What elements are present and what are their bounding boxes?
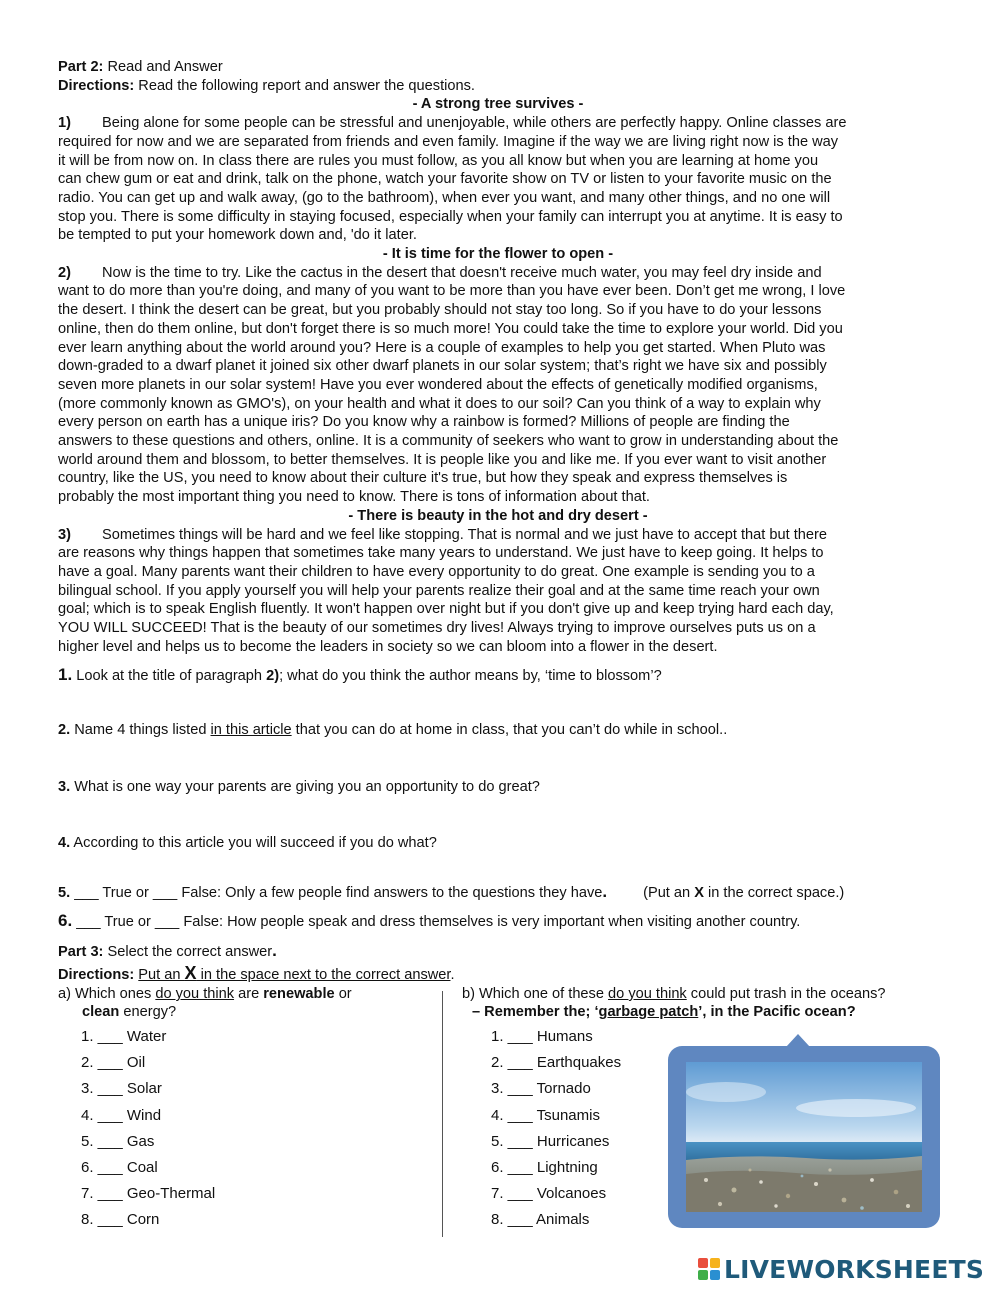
paragraph-line: online, then do them online, but don't forget there is so much more! You could take the time to explore your world. Did you — [58, 320, 843, 337]
section-heading: - It is time for the flower to open - — [382, 246, 614, 263]
section-3 — [58, 507, 938, 657]
paragraph-line: required for now and we are separated from friends and even family. Imagine if the way we are living right now is the way — [58, 133, 839, 150]
reading-section — [58, 58, 938, 657]
column-divider — [442, 991, 443, 1237]
logo-block — [710, 1258, 720, 1268]
question-a-text: a) Which ones do you think are renewable or clean energy? — [58, 986, 352, 1020]
option-a-3[interactable]: 3. ___ Solar — [81, 1080, 162, 1097]
question-5: 5. ___ True or ___ False: Only a few people find answers to the questions they have. (Put an X in the correct space.) — [58, 882, 845, 901]
paragraph-line: have a goal. Many parents want their children to have every opportunity to do great. One example is sending you to a — [58, 563, 815, 580]
paragraph-line: higher level and helps us to become the leaders in society so we can bloom into a flower in the desert. — [58, 638, 718, 655]
logo-blocks-icon — [698, 1258, 720, 1280]
option-a-2[interactable]: 2. ___ Oil — [81, 1054, 146, 1071]
question-b-text: b) Which one of these do you think could put trash in the oceans? – Remember the; ‘garbage patch’, in the Pacific ocean? — [462, 986, 886, 1020]
paragraph-line: be tempted to put your homework down and, 'do it later. — [58, 227, 417, 244]
option-a-7[interactable]: 7. ___ Geo-Thermal — [81, 1185, 216, 1202]
paragraph-line: YOU WILL SUCCEED! That is the beauty of our sometimes dry lives! Always trying to improve ourselves puts us on a — [58, 620, 816, 637]
q5-note: (Put an X in the correct space.) — [643, 885, 845, 901]
section-1 — [58, 95, 938, 245]
option-a-1[interactable]: 1. ___ Water — [81, 1028, 167, 1045]
paragraph-line: the desert. I think the desert can be great, but you probably should not stay too long. So if you have to do your lessons — [58, 302, 822, 319]
question-2: 2. Name 4 things listed in this article that you can do at home in class, that you can’t do while in school.. — [58, 722, 728, 738]
option-b-8[interactable]: 8. ___ Animals — [491, 1211, 590, 1228]
question-6: 6. ___ True or ___ False: How people speak and dress themselves is very important when visiting another country. — [58, 911, 801, 930]
paragraph-line: 1) Being alone for some people can be stressful and unenjoyable, while others are perfectly happy. Online classes are — [58, 115, 847, 132]
paragraph-line: 2) Now is the time to try. Like the cactus in the desert that doesn't receive much water, you may feel dry inside and — [58, 264, 822, 281]
logo-block — [710, 1270, 720, 1280]
question-a — [58, 985, 428, 1021]
paragraph-line: down-graded to a dwarf planet it joined six other dwarf planets in our solar system; that’s right we have six and possibly — [58, 358, 827, 375]
paragraph-line: world around them and blossom, to better themselves. It is people like you and like me. If you ever want to visit another — [58, 451, 827, 468]
option-a-5[interactable]: 5. ___ Gas — [81, 1133, 155, 1150]
option-b-5[interactable]: 5. ___ Hurricanes — [491, 1133, 610, 1150]
option-b-1[interactable]: 1. ___ Humans — [491, 1028, 593, 1045]
question-4: 4. According to this article you will succeed if you do what? — [58, 835, 437, 851]
question-1: 1. Look at the title of paragraph 2); what do you think the author means by, ‘time to blossom’? — [58, 665, 662, 684]
logo-block — [698, 1270, 708, 1280]
option-b-4[interactable]: 4. ___ Tsunamis — [491, 1107, 600, 1124]
option-b-7[interactable]: 7. ___ Volcanoes — [491, 1185, 607, 1202]
garbage-patch-image — [686, 1062, 922, 1212]
part2-directions: Directions: Read the following report and answer the questions. — [58, 77, 475, 94]
ocean-garbage-patch-photo — [686, 1062, 922, 1212]
logo-block — [698, 1258, 708, 1268]
option-a-8[interactable]: 8. ___ Corn — [81, 1211, 160, 1228]
paragraph-line: bilingual school. If you apply yourself you will help your parents realize their goal and at the same time reach your own — [58, 582, 820, 599]
paragraph-line: country, like the US, you need to know about their culture it's true, but how they speak and express themselves is — [58, 470, 788, 487]
option-a-4[interactable]: 4. ___ Wind — [81, 1107, 162, 1124]
section-2 — [58, 245, 938, 507]
option-b-6[interactable]: 6. ___ Lightning — [491, 1159, 598, 1176]
paragraph-line: radio. You can get up and walk away, (go to the bathroom), when ever you want, and many other things, and no one will — [58, 189, 831, 206]
paragraph-line: want to do more than you're doing, and many of you want to be more than you have ever been. Don’t get me wrong, I love — [58, 283, 846, 300]
part3-directions: Directions: Put an X in the space next to the correct answer. — [58, 963, 455, 983]
paragraph-line: seven more planets in our solar system! Have you ever wondered about the effects of genetically modified organisms, — [58, 376, 818, 393]
section-heading: - A strong tree survives - — [412, 96, 584, 113]
question-b — [462, 985, 962, 1021]
paragraph-line: 3) Sometimes things will be hard and we feel like stopping. That is normal and we just have to accept that but there — [58, 526, 827, 543]
paragraph-line: it will be from now on. In class there are rules you must follow, as you all know but when you are learning at home you — [58, 152, 819, 169]
paragraph-line: stop you. There is some difficulty in staying focused, especially when your family can interrupt you at anytime. It is easy to — [58, 208, 843, 225]
question-3: 3. What is one way your parents are giving you an opportunity to do great? — [58, 779, 540, 795]
paragraph-line: (more commonly known as GMO's), on your health and what it does to our soil? Can you think of a way to explain why — [58, 395, 821, 412]
paragraph-line: goal; which is to speak English fluently. It won't happen over night but if you don't give up and keep trying hard each day, — [58, 601, 834, 618]
paragraph-line: probably the most important thing you need to know. There is tons of information about that. — [58, 489, 650, 506]
option-b-2[interactable]: 2. ___ Earthquakes — [491, 1054, 622, 1071]
paragraph-line: can chew gum or eat and drink, talk on the phone, watch your favorite show on TV or listen to your favorite music on the — [58, 171, 832, 188]
option-a-6[interactable]: 6. ___ Coal — [81, 1159, 158, 1176]
paragraph-line: ever learn anything about the world around you? Here is a couple of examples to help you get started. When Pluto was — [58, 339, 826, 356]
paragraph-line: are reasons why things happen that sometimes take many years to understand. We just have to keep going. It helps to — [58, 545, 824, 562]
logo-text: LIVEWORKSHEETS — [724, 1254, 985, 1284]
paragraph-line: every person on earth has a unique iris? Do you know why a rainbow is formed? Millions of people are finding the — [58, 414, 790, 431]
section-heading: - There is beauty in the hot and dry desert - — [348, 507, 648, 524]
liveworksheets-logo — [698, 1254, 984, 1284]
option-b-3[interactable]: 3. ___ Tornado — [491, 1080, 591, 1097]
part2-title: Part 2: Read and Answer — [58, 59, 223, 75]
paragraph-line: answers to these questions and others, online. It is a community of seekers who want to grow in understanding about the — [58, 433, 839, 450]
part3-title: Part 3: Select the correct answer. — [58, 941, 277, 960]
